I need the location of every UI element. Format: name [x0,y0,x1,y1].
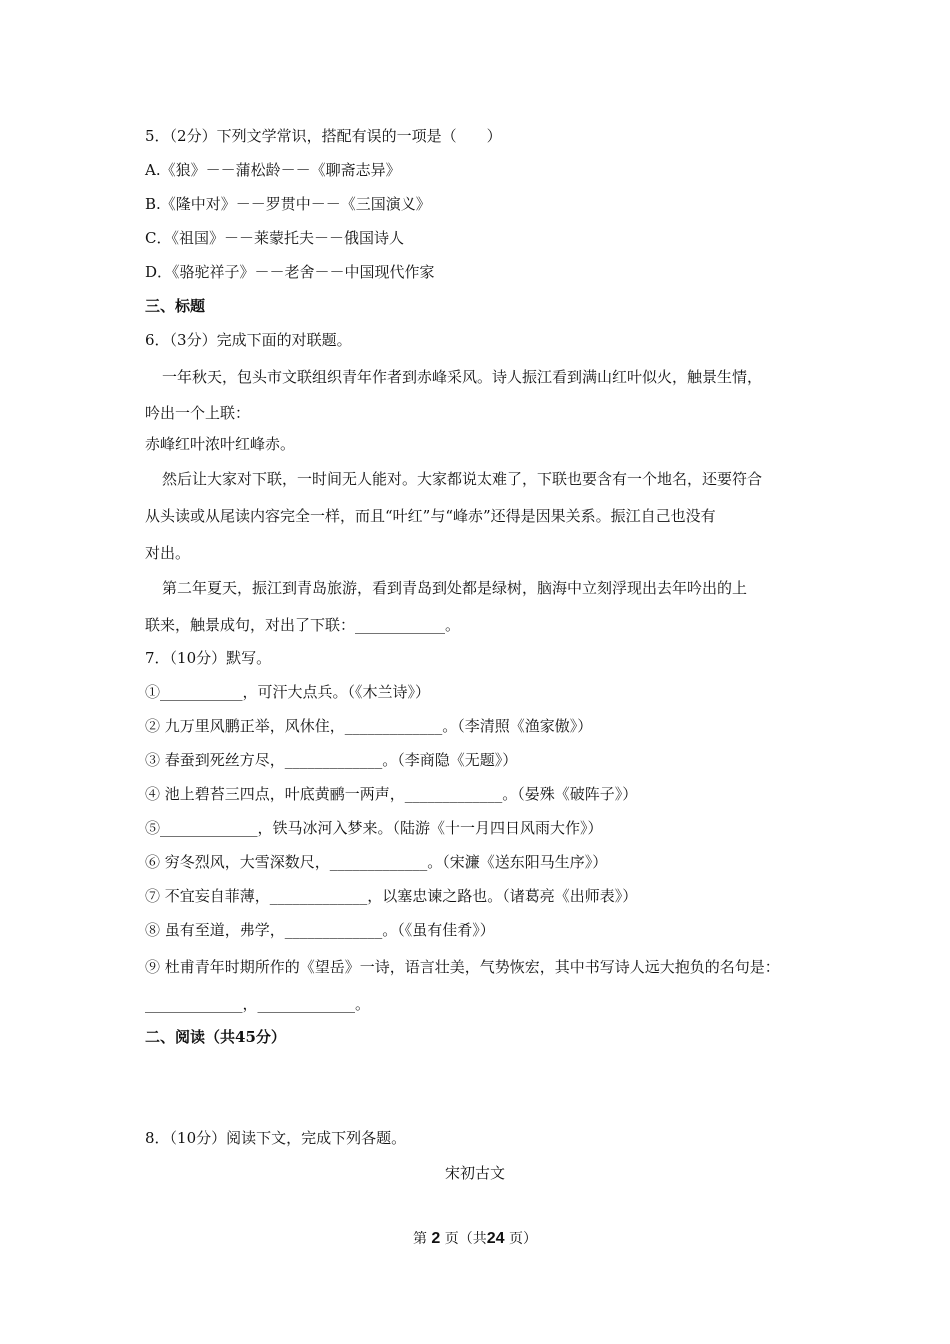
q5-option-a: A.《狼》－－蒲松龄－－《聊斋志异》 [145,161,401,179]
q7-item: ①___________，可汗大点兵。（《木兰诗》） [145,683,431,701]
q5-option-c: C．《祖国》－－莱蒙托夫－－俄国诗人 [145,229,404,247]
q5-option-d: D．《骆驼祥子》－－老舍－－中国现代作家 [145,263,435,281]
q7-item: ⑦ 不宜妄自菲薄，_____________，以塞忠谏之路也。（诸葛亮《出师表》） [145,887,638,905]
q7-item: ⑧ 虽有至道，弗学，_____________。（《虽有佳肴》） [145,921,495,939]
q6-paragraph-line: 从头读或从尾读内容完全一样，而且“叶红”与“峰赤”还得是因果关系。振江自己也没有 [145,507,716,525]
q6-upper-couplet: 赤峰红叶浓叶红峰赤。 [145,435,296,453]
q6-paragraph-line: 吟出一个上联： [145,404,251,422]
q7-item: ⑥ 穷冬烈风，大雪深数尺，_____________。（宋濂《送东阳马生序》） [145,853,608,871]
section-3-heading: 三、标题 [145,297,206,315]
q6-paragraph-line: 对出。 [145,544,191,562]
q6-paragraph-line: 第二年夏天，振江到青岛旅游，看到青岛到处都是绿树，脑海中立刻浮现出去年吟出的上 [162,579,748,597]
q7-item: ③ 春蚕到死丝方尽，_____________。（李商隐《无题》） [145,751,518,769]
q5-option-b: B.《隆中对》－－罗贯中－－《三国演义》 [145,195,431,213]
q7-item: _____________，_____________。 [145,995,371,1013]
page-footer [0,1229,950,1249]
q7-item: ⑨ 杜甫青年时期所作的《望岳》一诗，语言壮美，气势恢宏，其中书写诗人远大抱负的名句是： [145,958,780,976]
q7-item: ④ 池上碧苔三四点，叶底黄鹂一两声，_____________。（晏殊《破阵子》） [145,785,638,803]
page-number: 2 [431,1230,441,1247]
passage-title: 宋初古文 [444,1164,505,1182]
q7-item: ⑤_____________，铁马冰河入梦来。（陆游《十一月四日风雨大作》） [145,819,603,837]
q6-paragraph-line: 一年秋天，包头市文联组织青年作者到赤峰采风。诗人振江看到满山红叶似火，触景生情， [162,368,763,386]
q6-answer-line: 联来，触景成句，对出了下联：____________。 [145,616,461,634]
footer-suffix: 页） [509,1231,538,1247]
q5-stem: 5．（2分）下列文学常识，搭配有误的一项是（ ） [145,127,502,145]
total-pages: 24 [486,1230,505,1247]
footer-mid: 页（共 [444,1231,487,1247]
q8-stem: 8．（10分）阅读下文，完成下列各题。 [145,1129,407,1147]
q7-stem: 7．（10分）默写。 [145,649,272,667]
q6-stem: 6．（3分）完成下面的对联题。 [145,331,352,349]
q7-item: ② 九万里风鹏正举，风休住，_____________。（李清照《渔家傲》） [145,717,593,735]
section-2-heading: 二、阅读（共45分） [145,1028,286,1046]
footer-prefix: 第 [412,1231,427,1247]
q6-paragraph-line: 然后让大家对下联，一时间无人能对。大家都说太难了，下联也要含有一个地名，还要符合 [162,470,763,488]
